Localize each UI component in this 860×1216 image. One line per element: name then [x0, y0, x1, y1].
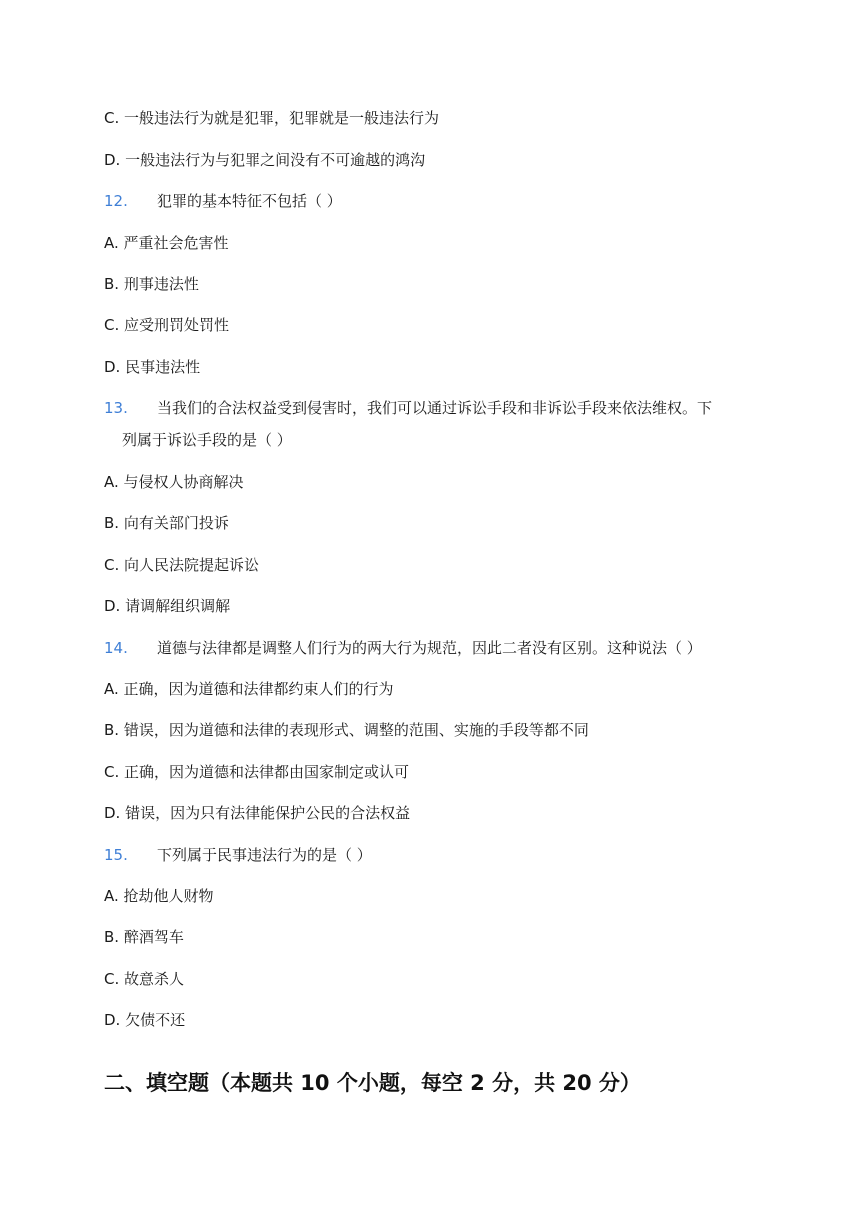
q13-option-c: C. 向人民法院提起诉讼	[104, 556, 260, 574]
q11-option-c: C. 一般违法行为就是犯罪，犯罪就是一般违法行为	[104, 109, 440, 127]
q11-option-d: D. 一般违法行为与犯罪之间没有不可逾越的鸿沟	[104, 151, 426, 169]
q14-option-d: D. 错误，因为只有法律能保护公民的合法权益	[104, 804, 411, 822]
q12-number: 12.	[104, 192, 128, 210]
q15-option-a: A. 抢劫他人财物	[104, 887, 214, 905]
q15-option-d: D. 欠债不还	[104, 1011, 186, 1029]
q15-option-c: C. 故意杀人	[104, 970, 185, 988]
q12-option-c: C. 应受刑罚处罚性	[104, 316, 230, 334]
q14-option-c: C. 正确，因为道德和法律都由国家制定或认可	[104, 763, 410, 781]
q12-option-a: A. 严重社会危害性	[104, 234, 229, 252]
q15-text: 下列属于民事违法行为的是（ ）	[157, 846, 372, 864]
q15-option-b: B. 醉酒驾车	[104, 928, 184, 946]
q13-text-line2: 列属于诉讼手段的是（ ）	[122, 431, 292, 449]
q14-option-a: A. 正确，因为道德和法律都约束人们的行为	[104, 680, 394, 698]
q13-option-a: A. 与侵权人协商解决	[104, 473, 244, 491]
q13-text-line1: 当我们的合法权益受到侵害时，我们可以通过诉讼手段和非诉讼手段来依法维权。下	[157, 399, 713, 417]
q15-number: 15.	[104, 846, 128, 864]
section-2-heading: 二、填空题（本题共 10 个小题，每空 2 分，共 20 分）	[104, 1071, 641, 1095]
q12-option-b: B. 刑事违法性	[104, 275, 199, 293]
q12-text: 犯罪的基本特征不包括（ ）	[157, 192, 342, 210]
q14-number: 14.	[104, 639, 128, 657]
q12-option-d: D. 民事违法性	[104, 358, 201, 376]
q13-option-d: D. 请调解组织调解	[104, 597, 231, 615]
q14-option-b: B. 错误，因为道德和法律的表现形式、调整的范围、实施的手段等都不同	[104, 721, 589, 739]
q14-text: 道德与法律都是调整人们行为的两大行为规范，因此二者没有区别。这种说法（ ）	[157, 639, 702, 657]
q13-number: 13.	[104, 399, 128, 417]
q13-option-b: B. 向有关部门投诉	[104, 514, 229, 532]
